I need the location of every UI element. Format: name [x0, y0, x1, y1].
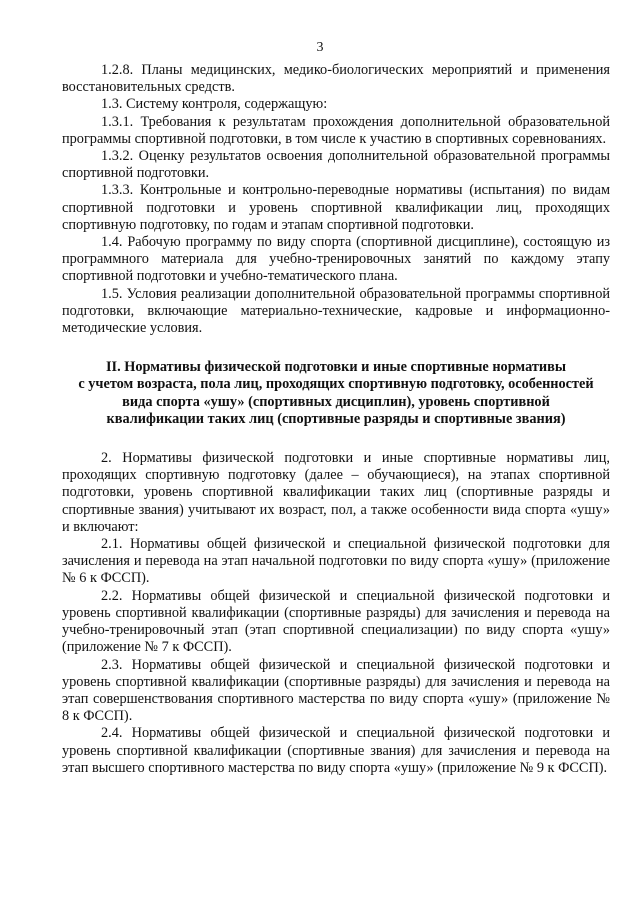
- paragraph-1-3-2: 1.3.2. Оценку результатов освоения дополнительной образовательной программы спортивной подготовки.: [62, 148, 610, 182]
- paragraph-2-1: 2.1. Нормативы общей физической и специальной физической подготовки для зачисления и перевода на этап начальной подготовки по виду спорта «ушу» (приложение № 6 к ФССП).: [62, 536, 610, 587]
- paragraph-1-3-1: 1.3.1. Требования к результатам прохождения дополнительной образовательной программы спортивной подготовки, в том числе к участию в спортивных соревнованиях.: [62, 113, 610, 147]
- heading-line: квалификации таких лиц (спортивные разряды и спортивные звания): [106, 410, 566, 427]
- section-2-heading: [62, 359, 610, 428]
- heading-line: вида спорта «ушу» (спортивных дисциплин), уровень спортивной: [122, 393, 550, 410]
- paragraph-1-4: 1.4. Рабочую программу по виду спорта (спортивной дисциплине), состоящую из программного материала для учебно-тренировочных занятий по каждому этапу спортивной подготовки и учебно-тематического плана.: [62, 234, 610, 285]
- paragraph-2-4: 2.4. Нормативы общей физической и специальной физической подготовки и уровень спортивной квалификации (спортивные звания) для зачисления и перевода на этап высшего спортивного мастерства по виду спорта «ушу» (приложение № 9 к ФССП).: [62, 725, 610, 776]
- paragraph-1-2-8: 1.2.8. Планы медицинских, медико-биологических мероприятий и применения восстановительных средств.: [62, 62, 610, 96]
- paragraph-1-3-3: 1.3.3. Контрольные и контрольно-переводные нормативы (испытания) по видам спортивной подготовки и уровень спортивной квалификации лиц, проходящих спортивную подготовку, по годам и этапам спортивной подготовки.: [62, 182, 610, 233]
- paragraph-2: 2. Нормативы физической подготовки и иные спортивные нормативы лиц, проходящих спортивную подготовку (далее – обучающиеся), на этапах спортивной подготовки, уровень спортивной квалификации таких лиц (спортивные разряды и спортивные звания) учитывают их возраст, пол, а также особенности вида спорта «ушу» и включают:: [62, 450, 610, 535]
- heading-line: II. Нормативы физической подготовки и иные спортивные нормативы: [105, 359, 566, 376]
- paragraph-1-5: 1.5. Условия реализации дополнительной образовательной программы спортивной подготовки, включающие материально-технические, кадровые и информационно-методические условия.: [62, 285, 610, 337]
- document-body: [62, 62, 610, 777]
- page-number: 3: [316, 40, 324, 55]
- paragraph-1-3: 1.3. Систему контроля, содержащую:: [101, 96, 328, 113]
- heading-line: с учетом возраста, пола лиц, проходящих спортивную подготовку, особенностей: [78, 376, 594, 393]
- paragraph-2-3: 2.3. Нормативы общей физической и специальной физической подготовки и уровень спортивной квалификации (спортивные разряды) для зачисления и перевода на этап совершенствования спортивного мастерства по виду спорта «ушу» (приложение № 8 к ФССП).: [62, 656, 610, 725]
- paragraph-2-2: 2.2. Нормативы общей физической и специальной физической подготовки и уровень спортивной квалификации (спортивные разряды) для зачисления и перевода на учебно-тренировочный этап (этап спортивной специализации) по виду спорта «ушу» (приложение № 7 к ФССП).: [62, 587, 610, 656]
